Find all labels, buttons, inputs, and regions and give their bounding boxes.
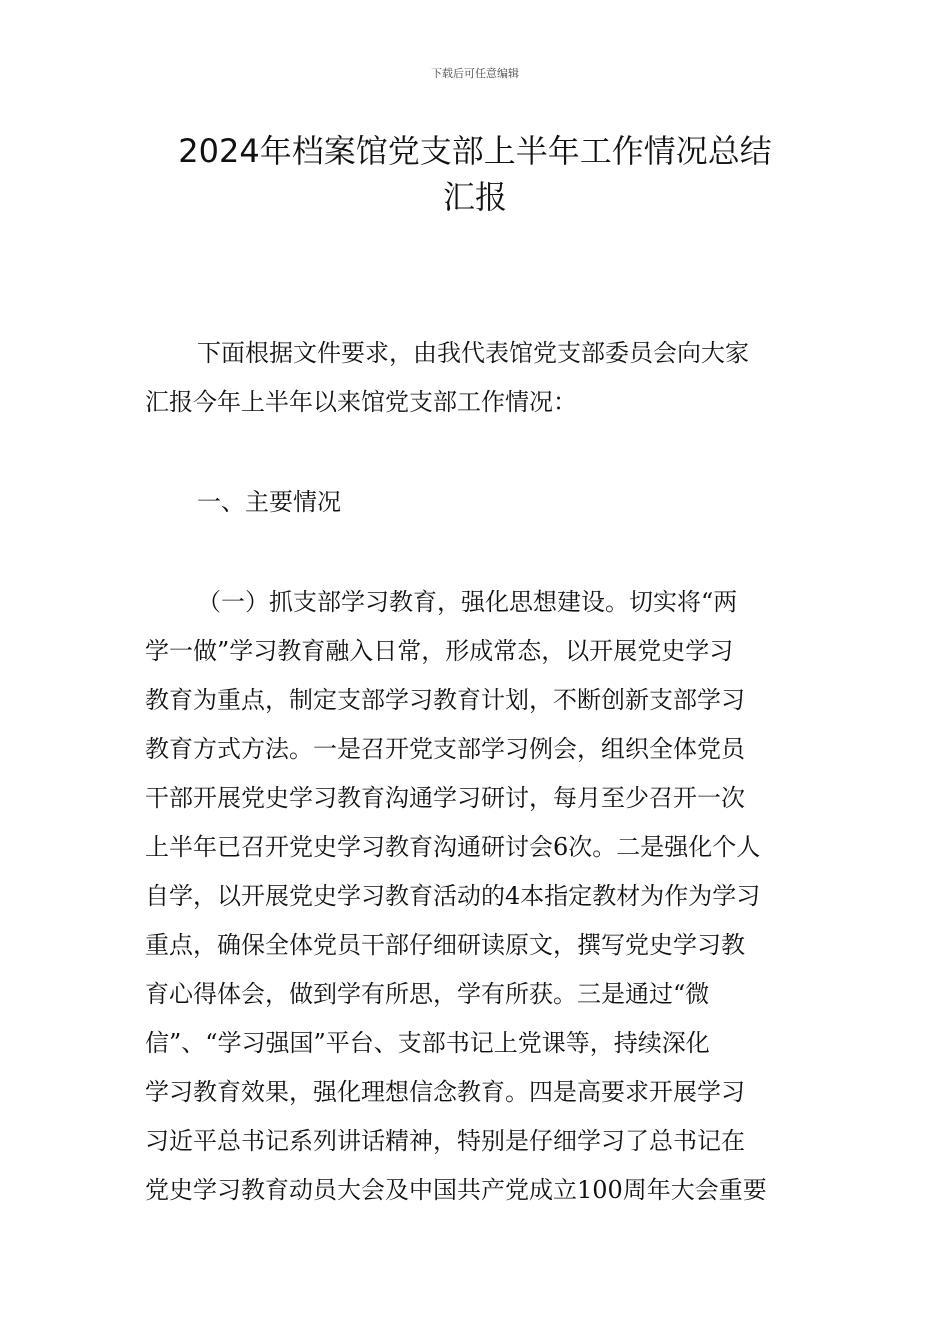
paragraph-line: 干部开展党史学习教育沟通学习研讨，每月至少召开一次 [145, 784, 745, 812]
paragraph-line: 上半年已召开党史学习教育沟通研讨会6次。二是强化个人 [145, 833, 761, 861]
paragraph-line: 教育为重点，制定支部学习教育计划，不断创新支部学习 [145, 686, 745, 714]
paragraph-line: 下面根据文件要求，由我代表馆党支部委员会向大家 [197, 339, 749, 367]
paragraph-line: 学一做”学习教育融入日常，形成常态，以开展党史学习 [145, 637, 734, 665]
section-heading [145, 478, 815, 527]
paragraph-line: 信”、“学习强国”平台、支部书记上党课等，持续深化 [145, 1029, 710, 1057]
paragraph-line: 汇报今年上半年以来馆党支部工作情况： [145, 388, 577, 416]
paragraph-line: 重点，确保全体党员干部仔细研读原文，撰写党史学习教 [145, 931, 745, 959]
paragraph-line: （一）抓支部学习教育，强化思想建设。切实将“两 [197, 588, 738, 616]
title-line: 汇报 [442, 178, 507, 216]
paragraph-line: 党史学习教育动员大会及中国共产党成立100周年大会重要 [145, 1176, 767, 1204]
paragraph-line: 教育方式方法。一是召开党支部学习例会，组织全体党员 [145, 735, 745, 763]
paragraph-line: 育心得体会，做到学有所思，学有所获。三是通过“微 [145, 980, 710, 1008]
paragraph-line: 学习教育效果，强化理想信念教育。四是高要求开展学习 [145, 1078, 745, 1106]
body-paragraph [145, 578, 815, 1215]
section-heading-text: 一、主要情况 [197, 488, 341, 516]
header-note: 下载后可任意编辑 [431, 67, 519, 80]
document-title [120, 128, 830, 220]
intro-paragraph [145, 329, 815, 427]
paragraph-line: 习近平总书记系列讲话精神，特别是仔细学习了总书记在 [145, 1127, 745, 1155]
paragraph-line: 自学，以开展党史学习教育活动的4本指定教材为作为学习 [145, 882, 761, 910]
title-line: 2024年档案馆党支部上半年工作情况总结 [178, 132, 772, 170]
